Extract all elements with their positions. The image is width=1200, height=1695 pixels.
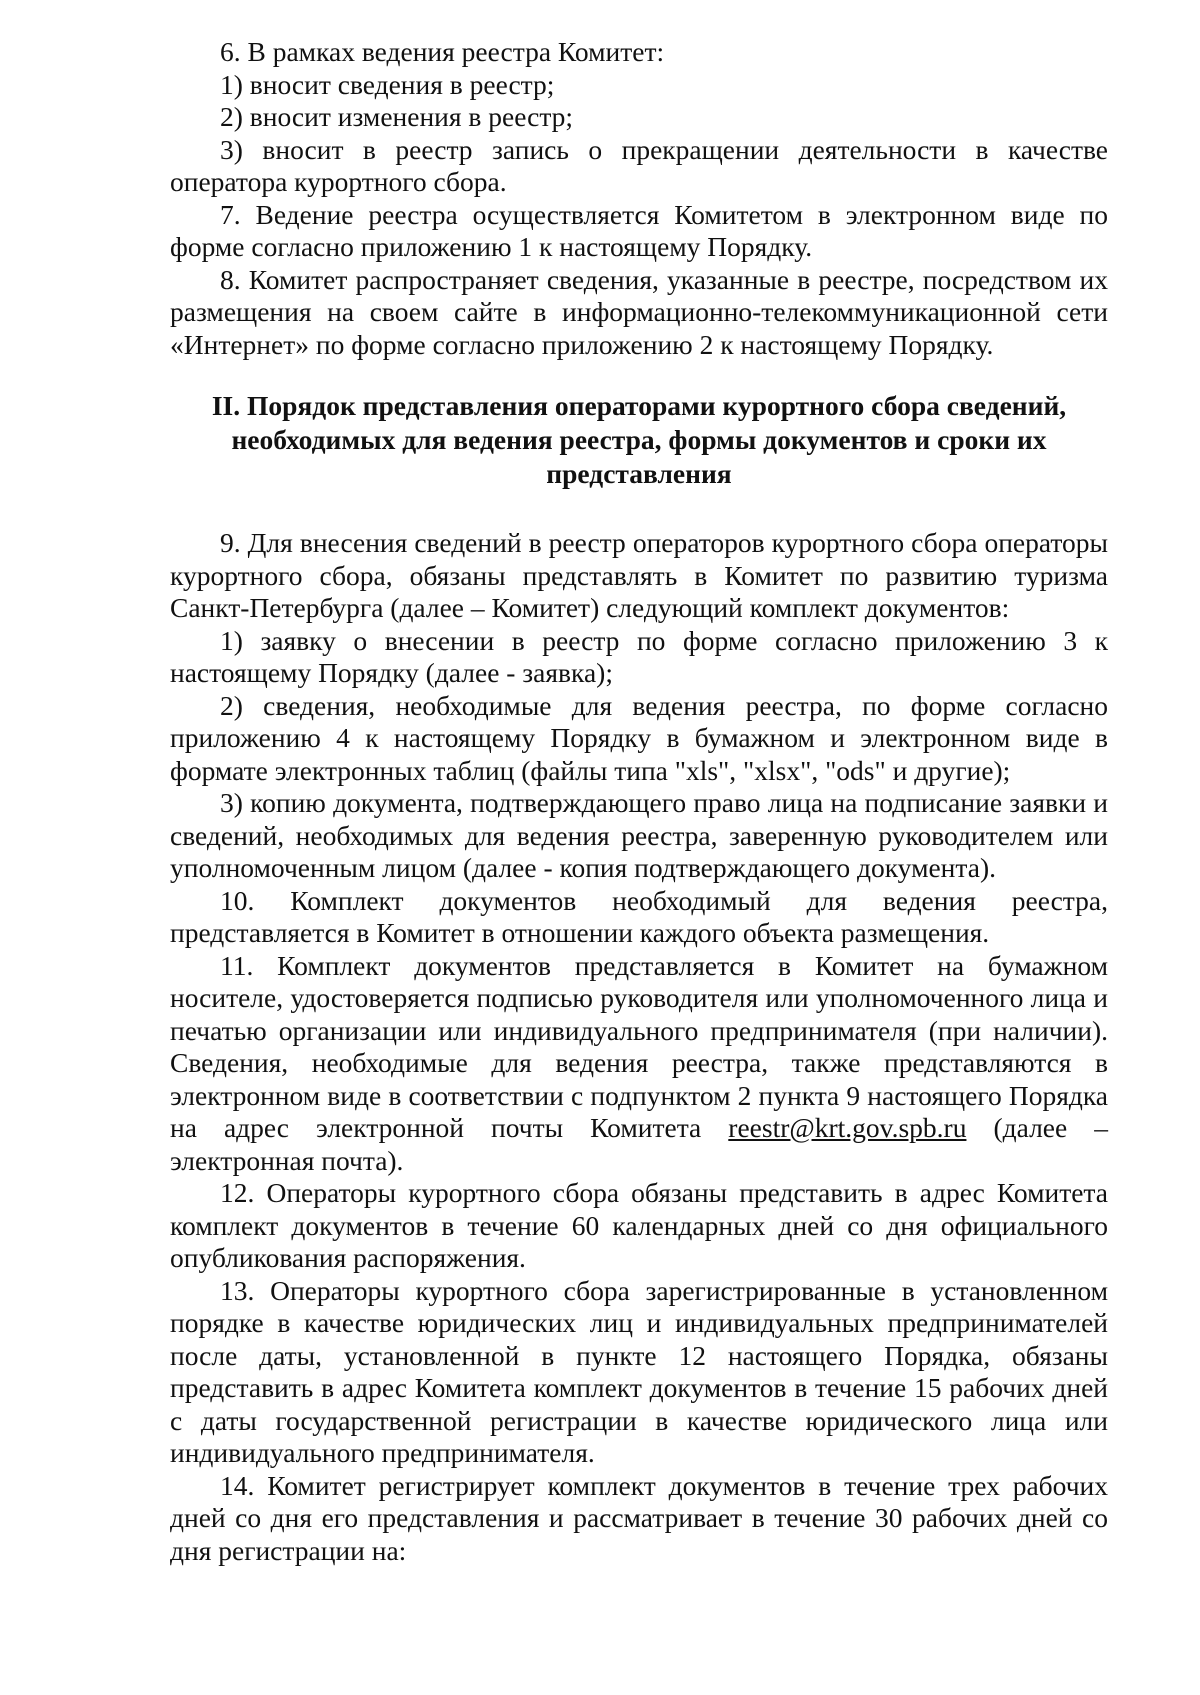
paragraph-14: 14. Комитет регистрирует комплект документов в течение трех рабочих дней со дня его представления и рассматривает в течение 30 рабочих дней со дня регистрации на: <box>170 1469 1108 1566</box>
paragraph-6-item-3: 3) вносит в реестр запись о прекращении деятельности в качестве оператора курортного сбора. <box>170 133 1108 197</box>
paragraph-13: 13. Операторы курортного сбора зарегистрированные в установленном порядке в качестве юридических лиц и индивидуальных предпринимателей после даты, установленной в пункте 12 настоящего Порядка, обязаны представить в адрес Комитета комплект документов в течение 15 рабочих дней с даты государственной регистрации в качестве юридического лица или индивидуального предпринимателя. <box>170 1274 1108 1468</box>
paragraph-9-item-1: 1) заявку о внесении в реестр по форме согласно приложению 3 к настоящему Порядку (далее - заявка); <box>170 624 1108 688</box>
paragraph-6-intro: 6. В рамках ведения реестра Комитет: <box>220 36 665 67</box>
paragraph-8: 8. Комитет распространяет сведения, указанные в реестре, посредством их размещения на своем сайте в информационно-телекоммуникационной сети «Интернет» по форме согласно приложению 2 к настоящему Порядку. <box>170 263 1108 360</box>
paragraph-12: 12. Операторы курортного сбора обязаны представить в адрес Комитета комплект документов в течение 60 календарных дней со дня официального опубликования распоряжения. <box>170 1177 1108 1273</box>
paragraph-11-tail: (далее – электронная почта). <box>170 1112 1108 1176</box>
paragraph-7: 7. Ведение реестра осуществляется Комитетом в электронном виде по форме согласно приложению 1 к настоящему Порядку. <box>170 198 1108 262</box>
paragraph-11 <box>170 950 1108 1178</box>
paragraph-9-intro: 9. Для внесения сведений в реестр операторов курортного сбора операторы курортного сбора, обязаны представлять в Комитет по развитию туризма Санкт-Петербурга (далее – Комитет) следующий комплект документов: <box>170 527 1108 623</box>
paragraph-9-item-2: 2) сведения, необходимые для ведения реестра, по форме согласно приложению 4 к настоящему Порядку в бумажном и электронном виде в формате электронных таблиц (файлы типа "xls", "xlsx", "ods" и другие); <box>170 689 1108 786</box>
paragraph-6-item-1: 1) вносит сведения в реестр; <box>220 68 555 100</box>
section-heading: II. Порядок представления операторами курортного сбора сведений, необходимых для ведения реестра, формы документов и сроки их представления <box>211 390 1067 489</box>
email-link[interactable]: reestr@krt.gov.spb.ru <box>728 1112 967 1143</box>
paragraph-6-item-2: 2) вносит изменения в реестр; <box>220 101 574 132</box>
paragraph-10: 10. Комплект документов необходимый для ведения реестра, представляется в Комитет в отношении каждого объекта размещения. <box>170 884 1108 948</box>
paragraph-11-text: 11. Комплект документов представляется в Комитет на бумажном носителе, удостоверяется подписью руководителя или уполномоченного лица и печатью организации или индивидуального предпринимателя (при наличии). Сведения, необходимые для ведения реестра, также представляются в электронном виде в соответствии с подпунктом 2 пункта 9 настоящего Порядка на адрес электронной почты Комитета <box>170 949 1108 1143</box>
paragraph-9-item-3: 3) копию документа, подтверждающего право лица на подписание заявки и сведений, необходимых для ведения реестра, заверенную руководителем или уполномоченным лицом (далее - копия подтверждающего документа). <box>170 787 1108 883</box>
